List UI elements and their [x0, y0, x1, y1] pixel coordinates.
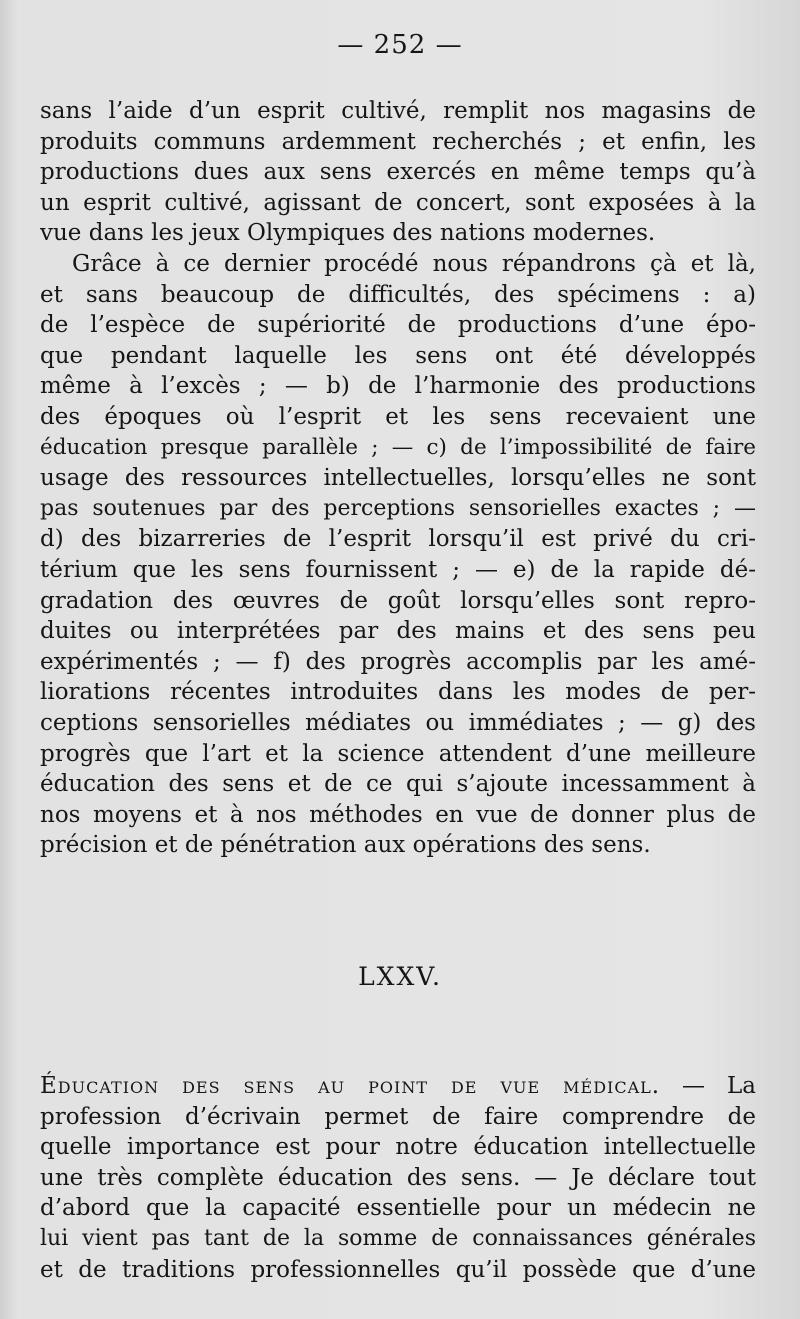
text-line: produits communs ardemment recherchés ; et enfin, les — [40, 128, 756, 155]
text-line: même à l’excès ; — b) de l’harmonie des productions — [40, 373, 756, 400]
text-line: d) des bizarreries de l’esprit lorsqu’il est privé du cri- — [40, 526, 756, 553]
text-line: d’abord que la capacité essentielle pour un médecin ne — [40, 1195, 756, 1222]
text-line: un esprit cultivé, agissant de concert, sont exposées à la — [40, 189, 756, 216]
text-line: usage des ressources intellectuelles, lorsqu’elles ne sont — [40, 465, 756, 492]
page-number: — 252 — — [337, 30, 463, 60]
section-paragraph — [40, 1071, 756, 1285]
text-line: et de traditions professionnelles qu’il possède que d’une — [40, 1256, 756, 1283]
text-line: éducation des sens et de ce qui s’ajoute incessamment à — [40, 771, 756, 798]
text-line: expérimentés ; — f) des progrès accomplis par les amé- — [40, 648, 756, 675]
text-line: quelle importance est pour notre éducation intellectuelle — [40, 1134, 756, 1161]
text-line: productions dues aux sens exercés en même temps qu’à — [40, 159, 756, 186]
text-line: duites ou interprétées par des mains et des sens peu — [40, 618, 756, 645]
text-line: vue dans les jeux Olympiques des nations modernes. — [40, 220, 656, 247]
text-line: de l’espèce de supériorité de productions d’une épo- — [40, 312, 756, 339]
text-line: et sans beaucoup de difficultés, des spécimens : a) — [40, 281, 756, 308]
section-heading: Éducation des sens au point de vue médical. — [40, 1073, 661, 1099]
paragraph-specimens — [40, 249, 756, 861]
text-line: des époques où l’esprit et les sens recevaient une — [40, 403, 756, 430]
text-line: profession d’écrivain permet de faire comprendre de — [40, 1103, 756, 1130]
text-line: nos moyens et à nos méthodes en vue de donner plus de — [40, 801, 756, 828]
text-line: pas soutenues par des perceptions sensorielles exactes ; — — [40, 495, 756, 521]
text-line: térium que les sens fournissent ; — e) de la rapide dé- — [40, 556, 756, 583]
paragraph-continuation — [40, 96, 756, 249]
text-line: lui vient pas tant de la somme de connaissances générales — [40, 1225, 756, 1251]
section-heading-line — [40, 1071, 756, 1102]
text-line: éducation presque parallèle ; — c) de l’impossibilité de faire — [40, 434, 756, 460]
text-line: Grâce à ce dernier procédé nous répandrons çà et là, — [72, 251, 756, 277]
text-line: sans l’aide d’un esprit cultivé, remplit nos magasins de — [40, 98, 756, 124]
text-line: liorations récentes introduites dans les modes de per- — [40, 679, 756, 706]
text-line: gradation des œuvres de goût lorsqu’elles sont repro- — [40, 587, 756, 614]
section-heading-dash: — La — [660, 1073, 756, 1099]
text-line: précision et de pénétration aux opérations des sens. — [40, 832, 651, 859]
section-number: LXXV. — [358, 962, 442, 991]
text-line: que pendant laquelle les sens ont été développés — [40, 342, 756, 369]
text-line: progrès que l’art et la science attendent d’une meilleure — [40, 740, 756, 767]
text-line: une très complète éducation des sens. — Je déclare tout — [40, 1164, 756, 1191]
text-line: ceptions sensorielles médiates ou immédiates ; — g) des — [40, 709, 756, 736]
